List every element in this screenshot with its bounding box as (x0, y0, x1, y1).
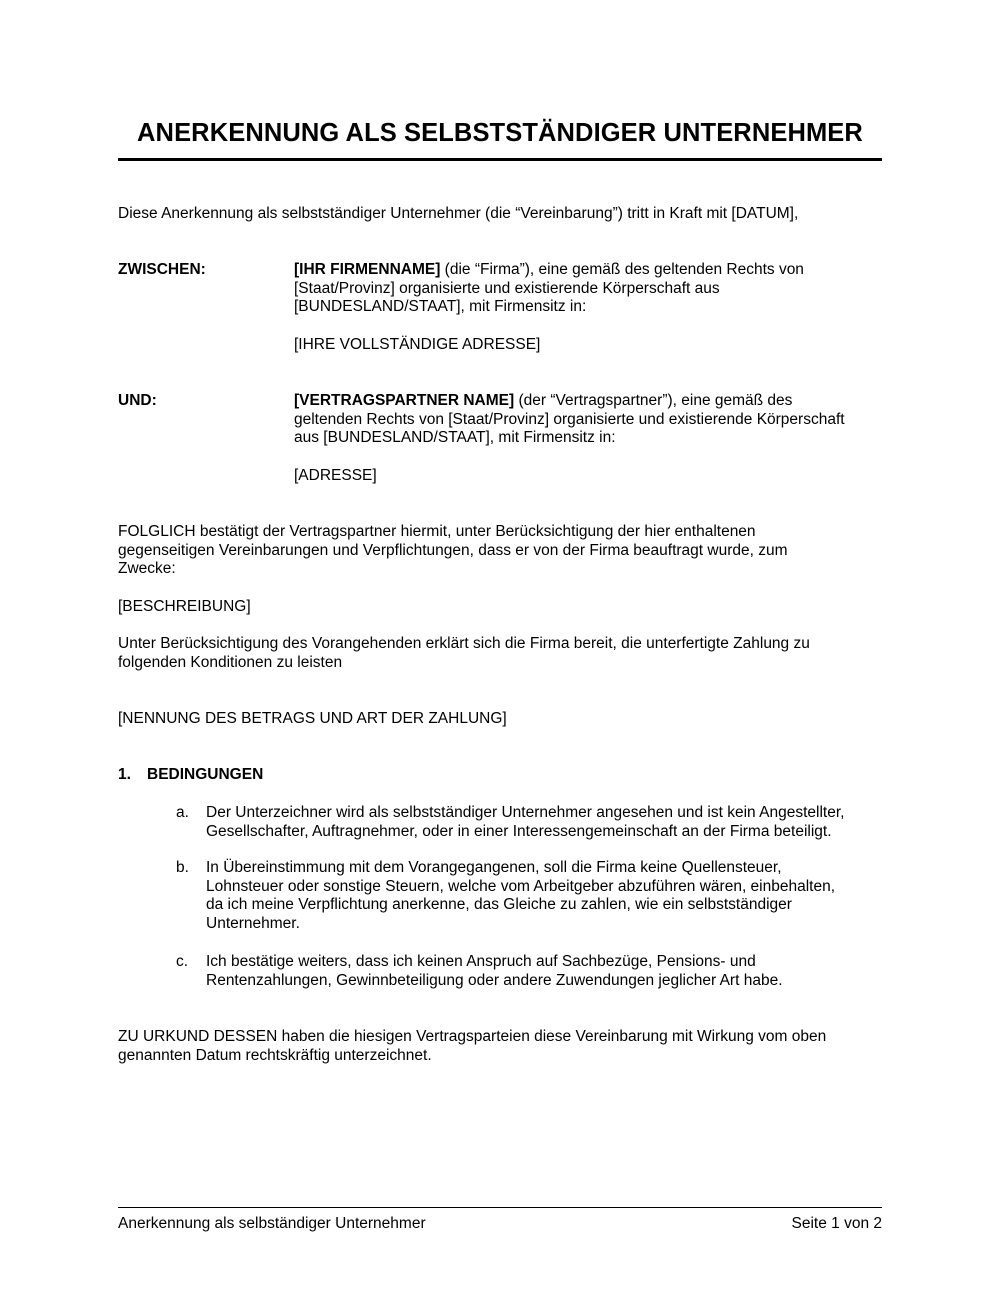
party-company-line1: [IHR FIRMENNAME] (die “Firma”), eine gemäß des geltenden Rechts von (294, 261, 804, 278)
section-number: 1. (118, 766, 131, 783)
party-contractor-name: [VERTRAGSPARTNER NAME] (294, 392, 515, 409)
party-contractor (294, 392, 894, 448)
payment-placeholder: [NENNUNG DES BETRAGS UND ART DER ZAHLUNG] (118, 710, 507, 727)
section-heading (118, 766, 263, 785)
document-title: ANERKENNUNG ALS SELBSTSTÄNDIGER UNTERNEHMER (137, 119, 863, 147)
footer-document-name: Anerkennung als selbständiger Unternehmer (118, 1215, 426, 1232)
party-label-and: UND: (118, 392, 157, 409)
condition-text: In Übereinstimmung mit dem Vorangegangenen, soll die Firma keine Quellensteuer, Lohnsteuer oder sonstige Steuern, welche vom Arbeitgeber abzuführen wären, einbehalten, da ich meine Verpflichtung anerkenne, das Gleiche zu zahlen, wie ein selbstständiger Unternehmer. (206, 859, 836, 932)
party-label-between: ZWISCHEN: (118, 261, 206, 278)
title-underline (118, 158, 882, 161)
condition-letter: a. (176, 804, 189, 821)
party-contractor-line2: geltenden Rechts von [Staat/Provinz] organisierte und existierende Körperschaft (294, 410, 845, 428)
party-company (294, 261, 894, 317)
condition-letter: b. (176, 859, 189, 876)
payment-intro-paragraph: Unter Berücksichtigung des Vorangehenden erklärt sich die Firma bereit, die unterfertigte Zahlung zu folgenden Konditionen zu leisten (118, 635, 810, 671)
party-company-name: [IHR FIRMENNAME] (294, 261, 441, 278)
party-company-address: [IHRE VOLLSTÄNDIGE ADRESSE] (294, 336, 541, 353)
description-placeholder: [BESCHREIBUNG] (118, 598, 251, 615)
condition-text: Der Unterzeichner wird als selbstständiger Unternehmer angesehen und ist kein Angestellter, Gesellschafter, Auftragnehmer, oder in einer Interessengemeinschaft an der Firma beteiligt. (206, 804, 845, 840)
condition-text: Ich bestätige weiters, dass ich keinen Anspruch auf Sachbezüge, Pensions- und Rentenzahlungen, Gewinnbeteiligung oder andere Zuwendungen jeglicher Art habe. (206, 953, 783, 989)
section-title: BEDINGUNGEN (147, 766, 264, 783)
party-contractor-line3: aus [BUNDESLAND/STAAT], mit Firmensitz in: (294, 429, 616, 446)
party-company-line3: [BUNDESLAND/STAAT], mit Firmensitz in: (294, 298, 587, 315)
party-contractor-line1: [VERTRAGSPARTNER NAME] (der “Vertragspartner”), eine gemäß des (294, 392, 793, 409)
closing-paragraph: ZU URKUND DESSEN haben die hiesigen Vertragsparteien diese Vereinbarung mit Wirkung vom oben genannten Datum rechtskräftig unterzeichnet. (118, 1028, 827, 1064)
footer-page-number: Seite 1 von 2 (791, 1215, 882, 1232)
intro-paragraph: Diese Anerkennung als selbstständiger Unternehmer (die “Vereinbarung”) tritt in Kraft mit [DATUM], (118, 205, 799, 222)
footer-divider (118, 1207, 882, 1208)
recital-paragraph: FOLGLICH bestätigt der Vertragspartner hiermit, unter Berücksichtigung der hier enthaltenen gegenseitigen Vereinbarungen und Verpflichtungen, dass er von der Firma beauftragt wurde, zum Zwecke: (118, 523, 788, 577)
party-contractor-address: [ADRESSE] (294, 467, 377, 484)
condition-letter: c. (176, 953, 189, 970)
party-company-line2: [Staat/Provinz] organisierte und existierende Körperschaft aus (294, 279, 720, 297)
